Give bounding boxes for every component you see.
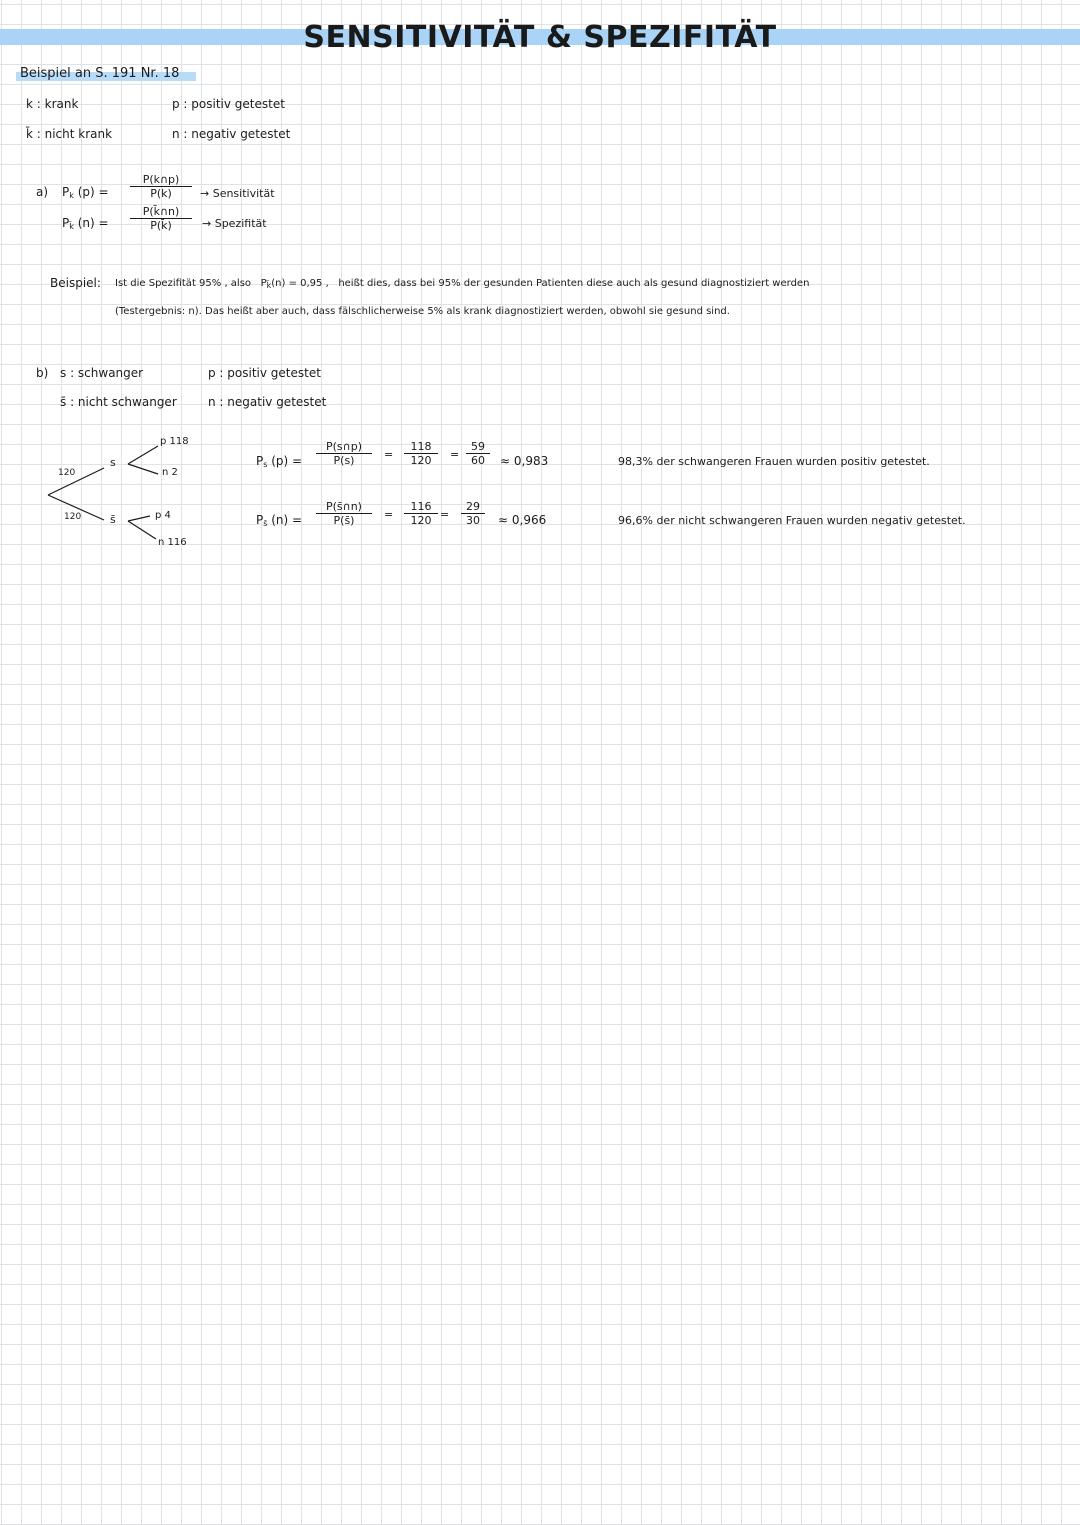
tree-node-s: s <box>110 456 116 469</box>
calc2-fraction-2 <box>404 500 438 527</box>
example-p-sub: k̄ <box>266 281 272 290</box>
calc2-arg: (n) = <box>271 513 303 527</box>
specificity-result: → Spezifität <box>202 217 267 230</box>
tree-node-not-s: s̄ <box>110 513 116 526</box>
specificity-denominator: P(k̄) <box>150 219 172 232</box>
calc2-f3-den: 30 <box>466 514 480 527</box>
calc1-text: 98,3% der schwangeren Frauen wurden positiv getestet. <box>618 455 930 468</box>
tree-branch-not-s-p <box>128 516 150 521</box>
calc1-fraction-2 <box>404 440 438 467</box>
calc2-f2-num: 116 <box>404 500 438 514</box>
calc1-fraction-3 <box>466 440 490 467</box>
specificity-numerator: P(k̄∩n) <box>130 205 192 219</box>
calc2-eq1: = <box>384 508 394 521</box>
calc1-sub: s <box>263 460 268 469</box>
example-line-1a: Ist die Spezifität 95% , also <box>115 278 252 289</box>
calc2-approx: ≈ 0,966 <box>498 513 547 527</box>
tree-leaf-s-p: p 118 <box>160 436 189 447</box>
tree-root-lower: 120 <box>64 512 82 522</box>
def-not-k: k̄ : nicht krank <box>26 127 113 141</box>
calc1-f3-den: 60 <box>471 454 485 467</box>
def-b-p: p : positiv getestet <box>208 366 321 380</box>
calc1-f1-num: P(s∩p) <box>316 440 372 454</box>
tree-root-upper: 120 <box>58 468 76 478</box>
calc2-p: P <box>256 513 264 527</box>
sensitivity-numerator: P(k∩p) <box>130 173 192 187</box>
calc1-approx: ≈ 0,983 <box>500 454 549 468</box>
calc1-fraction-1 <box>316 440 372 467</box>
def-not-s: s̄ : nicht schwanger <box>60 395 177 409</box>
example-line-1c: (n) = 0,95 , <box>271 278 329 289</box>
tree-leaf-s-n: n 2 <box>162 467 178 478</box>
tree-leaf-not-s-p: p 4 <box>155 510 171 521</box>
specificity-p: P <box>62 216 70 230</box>
calc1-arg: (p) = <box>271 454 303 468</box>
page-title: SENSITIVITÄT & SPEZIFITÄT <box>303 20 777 55</box>
calc1-f1-den: P(s) <box>333 454 355 467</box>
calc1-p: P <box>256 454 264 468</box>
calc1-eq1: = <box>384 448 394 461</box>
tree-branch-s-n <box>128 464 158 474</box>
def-s: s : schwanger <box>60 366 144 380</box>
sensitivity-sub: k <box>69 191 74 200</box>
calc1-f2-den: 120 <box>410 454 432 467</box>
calc1-f2-num: 118 <box>404 440 438 454</box>
calc2-text: 96,6% der nicht schwangeren Frauen wurden negativ getestet. <box>618 514 966 527</box>
sensitivity-denominator: P(k) <box>150 187 172 200</box>
sensitivity-p: P <box>62 185 70 199</box>
calc2-fraction-1 <box>316 500 372 527</box>
example-label: Beispiel: <box>50 276 101 290</box>
example-p: P <box>260 278 267 289</box>
tree-branch-not-s-n <box>128 521 156 539</box>
tree-branch-s-p <box>128 446 158 464</box>
def-p: p : positiv getestet <box>172 97 285 111</box>
reference: Beispiel an S. 191 Nr. 18 <box>20 66 180 81</box>
sensitivity-result: → Sensitivität <box>200 187 275 200</box>
example-line-1d: heißt dies, dass bei 95% der gesunden Patienten diese auch als gesund diagnostiziert werden <box>338 278 810 289</box>
part-b-label: b) <box>36 366 49 380</box>
calc1-f3-num: 59 <box>466 440 490 454</box>
calc2-f3-num: 29 <box>461 500 485 514</box>
calc1-lhs <box>256 454 302 469</box>
def-n: n : negativ getestet <box>172 127 291 141</box>
calc2-fraction-3 <box>461 500 485 527</box>
calc2-f1-den: P(s̄) <box>333 514 355 527</box>
calc2-sub: s̄ <box>263 519 268 528</box>
def-b-n: n : negativ getestet <box>208 395 327 409</box>
calc1-eq2: = <box>450 448 460 461</box>
def-k: k : krank <box>26 97 79 111</box>
calc2-eq2: = <box>440 508 450 521</box>
example-line-2: (Testergebnis: n). Das heißt aber auch, dass fälschlicherweise 5% als krank diagnostiziert werden, obwohl sie gesund sind. <box>115 306 730 317</box>
part-a-label: a) <box>36 185 49 199</box>
tree-branch-s <box>48 468 104 495</box>
tree-leaf-not-s-n: n 116 <box>158 537 187 548</box>
specificity-sub: k̄ <box>69 222 74 231</box>
sensitivity-arg: (p) = <box>77 185 109 199</box>
specificity-arg: (n) = <box>77 216 109 230</box>
calc2-lhs <box>256 513 302 528</box>
calc2-f2-den: 120 <box>410 514 432 527</box>
calc2-f1-num: P(s̄∩n) <box>316 500 372 514</box>
